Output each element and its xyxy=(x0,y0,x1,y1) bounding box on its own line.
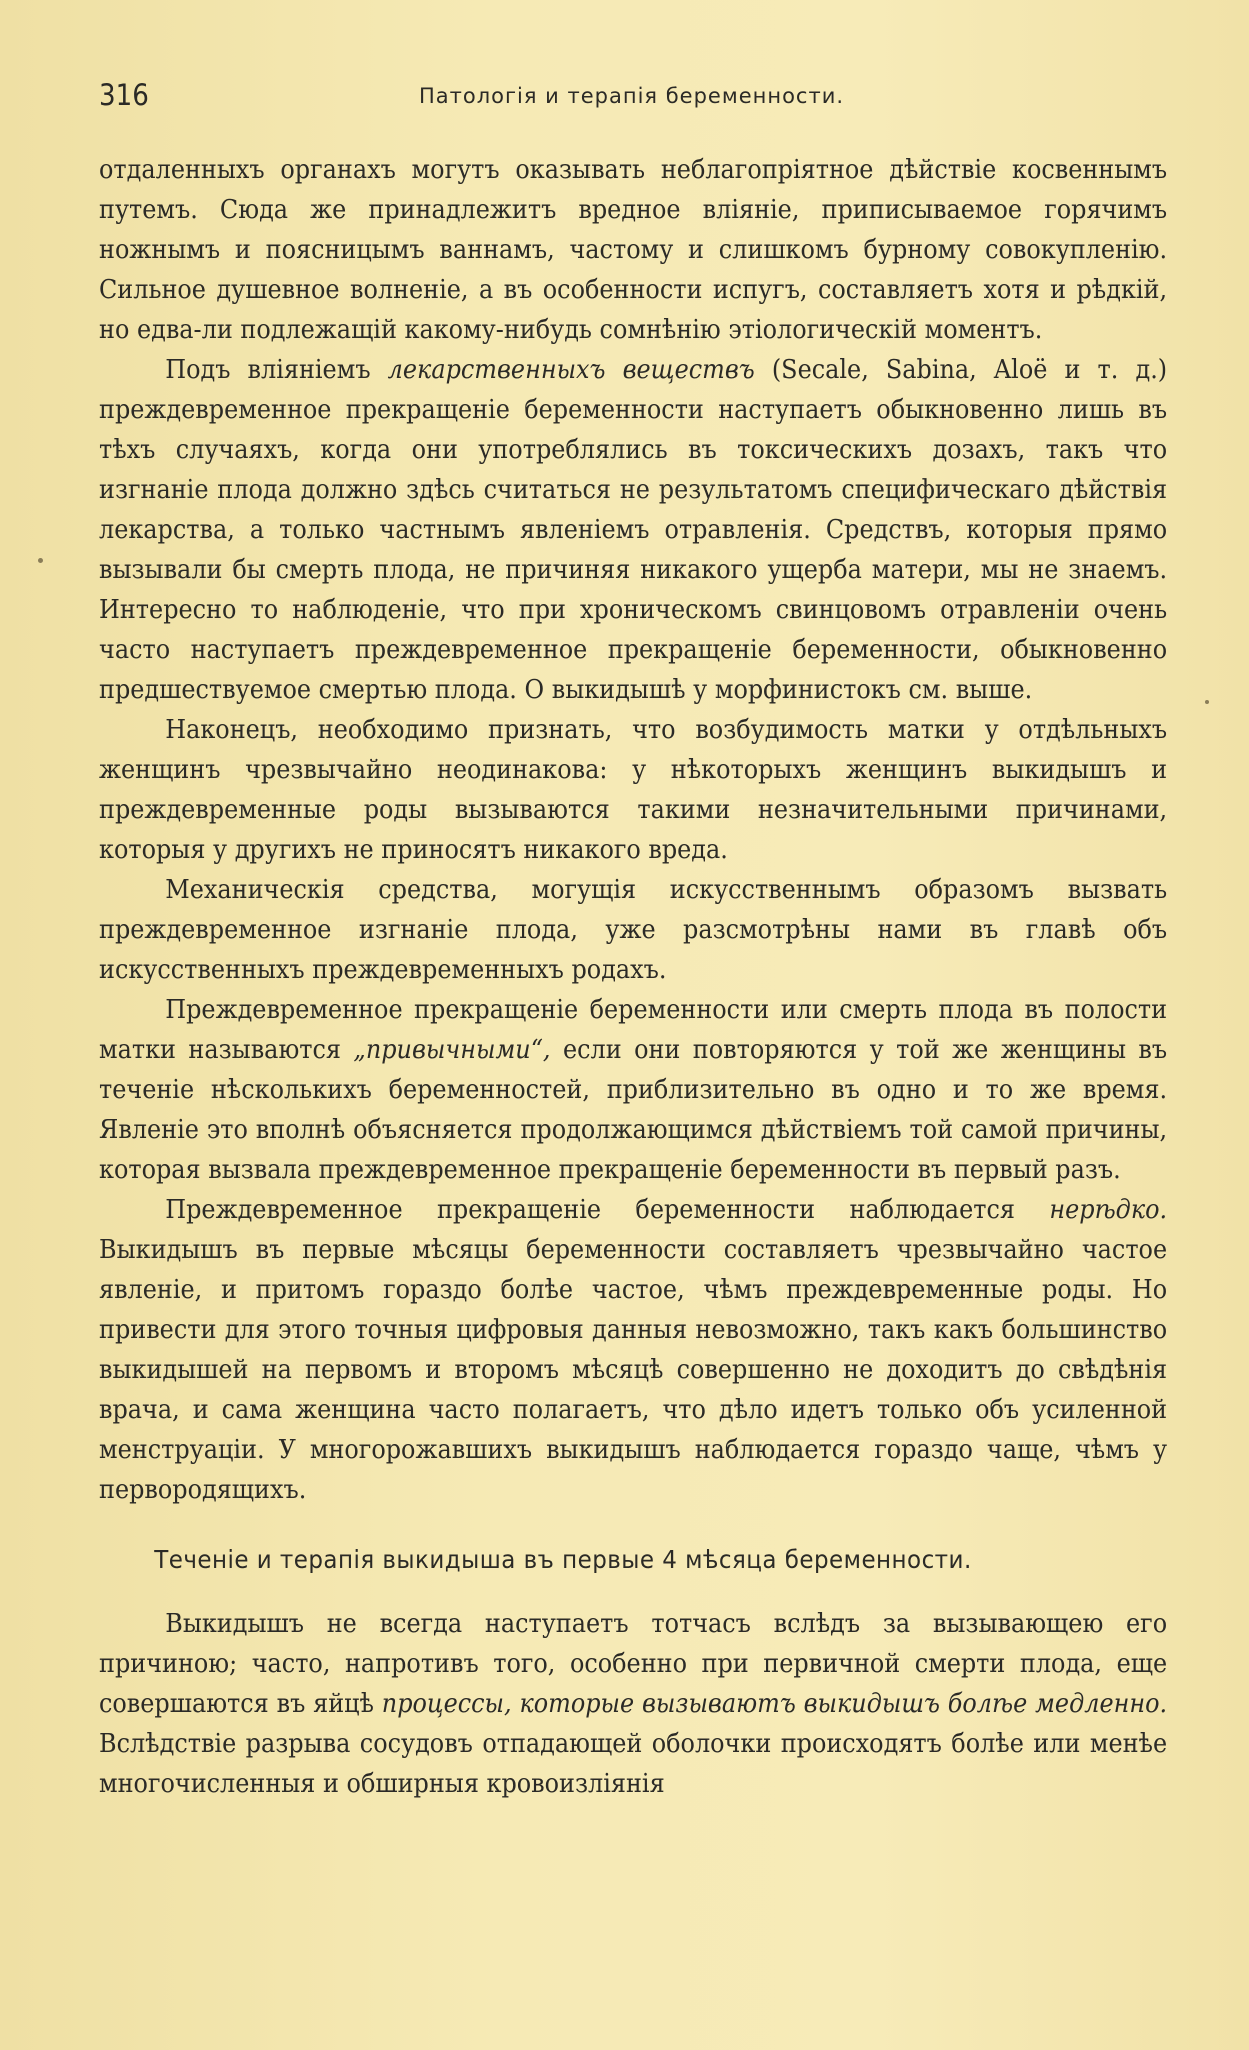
paragraph xyxy=(99,990,1167,1190)
body-text xyxy=(99,150,1167,1804)
paragraph-text: отдаленныхъ органахъ могутъ оказывать неблагопріятное дѣйствіе косвеннымъ путемъ. Сюда же принадлежитъ вредное вліяніе, приписываемое горячимъ ножнымъ и поясницымъ ваннамъ, частому и слишкомъ бурному совокупленію. Сильное душевное волненіе, а въ особенности испугъ, составляетъ хотя и рѣдкій, но едва-ли подлежащій какому-нибудь сомнѣнію этіологическій моментъ. xyxy=(99,155,1168,345)
paragraph-text: Выкидышъ въ первые мѣсяцы беременности составляетъ чрезвычайно частое явленіе, и притомъ гораздо болѣе частое, чѣмъ преждевременные роды. Но привести для этого точныя цифровыя данныя невозможно, такъ какъ большинство выкидышей на первомъ и второмъ мѣсяцѣ совершенно не доходитъ до свѣдѣнія врача, и сама женщина часто полагаетъ, что дѣло идетъ только объ усиленной менструаціи. У многорожавшихъ выкидышъ наблюдается гораздо чаще, чѣмъ у первородящихъ. xyxy=(99,1235,1168,1505)
paragraph-text: Выкидышъ не всегда наступаетъ тотчасъ вслѣдъ за вызывающею его причиною; часто, напротивъ того, особенно при первичной смерти плода, еще совершаются въ яйцѣ xyxy=(99,1609,1168,1719)
emphasis-text: лекарственныхъ веществъ xyxy=(387,355,755,385)
emphasis-text: процессы, которые вызываютъ выкидышъ болѣе медленно. xyxy=(381,1689,1168,1719)
emphasis-text: нерѣдко. xyxy=(1049,1195,1168,1225)
paragraph xyxy=(99,350,1167,710)
section-heading: Теченіе и терапія выкидыша въ первые 4 мѣсяца беременности. xyxy=(154,1545,972,1574)
paragraph xyxy=(99,1604,1167,1804)
paragraph-text: Наконецъ, необходимо признать, что возбудимость матки у отдѣльныхъ женщинъ чрезвычайно неодинакова: у нѣкоторыхъ женщинъ выкидышъ и преждевременные роды вызываются такими незначительными причинами, которыя у другихъ не приносятъ никакого вреда. xyxy=(99,715,1168,865)
page-number: 316 xyxy=(99,78,149,112)
paragraph-text: Подъ вліяніемъ xyxy=(165,355,371,385)
paragraph-text: (Secale, Sabina, Aloë и т. д.) преждевременное прекращеніе беременности наступаетъ обыкновенно лишь въ тѣхъ случаяхъ, когда они употреблялись въ токсическихъ дозахъ, такъ что изгнаніе плода должно здѣсь считаться не результатомъ специфическаго дѣйствія лекарства, а только частнымъ явленіемъ отравленія. Средствъ, которыя прямо вызывали бы смерть плода, не причиняя никакого ущерба матери, мы не знаемъ. Интересно то наблюденіе, что при хроническомъ свинцовомъ отравленіи очень часто наступаетъ преждевременное прекращеніе беременности, обыкновенно предшествуемое смертью плода. О выкидышѣ у морфинистокъ см. выше. xyxy=(99,355,1168,705)
paragraph-text: если они повторяются у той же женщины въ теченіе нѣсколькихъ беременностей, приблизительно въ одно и то же время. Явленіе это вполнѣ объясняется продолжающимся дѣйствіемъ той самой причины, которая вызвала преждевременное прекращеніе беременности въ первый разъ. xyxy=(99,1035,1168,1185)
paragraph xyxy=(99,870,1167,990)
emphasis-text: „привычными“, xyxy=(353,1035,551,1065)
page-header xyxy=(99,78,1167,118)
paragraph xyxy=(99,150,1167,350)
paragraph-text: Механическія средства, могущія искусственнымъ образомъ вызвать преждевременное изгнаніе плода, уже разсмотрѣны нами въ главѣ объ искусственныхъ преждевременныхъ родахъ. xyxy=(99,875,1168,985)
paragraph-text: Преждевременное прекращеніе беременности наблюдается xyxy=(165,1195,1015,1225)
paragraph-text: Преждевременное прекращеніе беременности или смерть плода въ полости матки называются xyxy=(99,995,1168,1065)
paragraph xyxy=(99,710,1167,870)
margin-mark xyxy=(1205,700,1209,704)
margin-mark xyxy=(38,558,43,563)
paragraph-text: Вслѣдствіе разрыва сосудовъ отпадающей оболочки происходятъ болѣе или менѣе многочисленныя и обширныя кровоизліянія xyxy=(99,1729,1168,1799)
paragraph xyxy=(99,1190,1167,1510)
running-title: Патологія и терапія беременности. xyxy=(419,84,845,108)
